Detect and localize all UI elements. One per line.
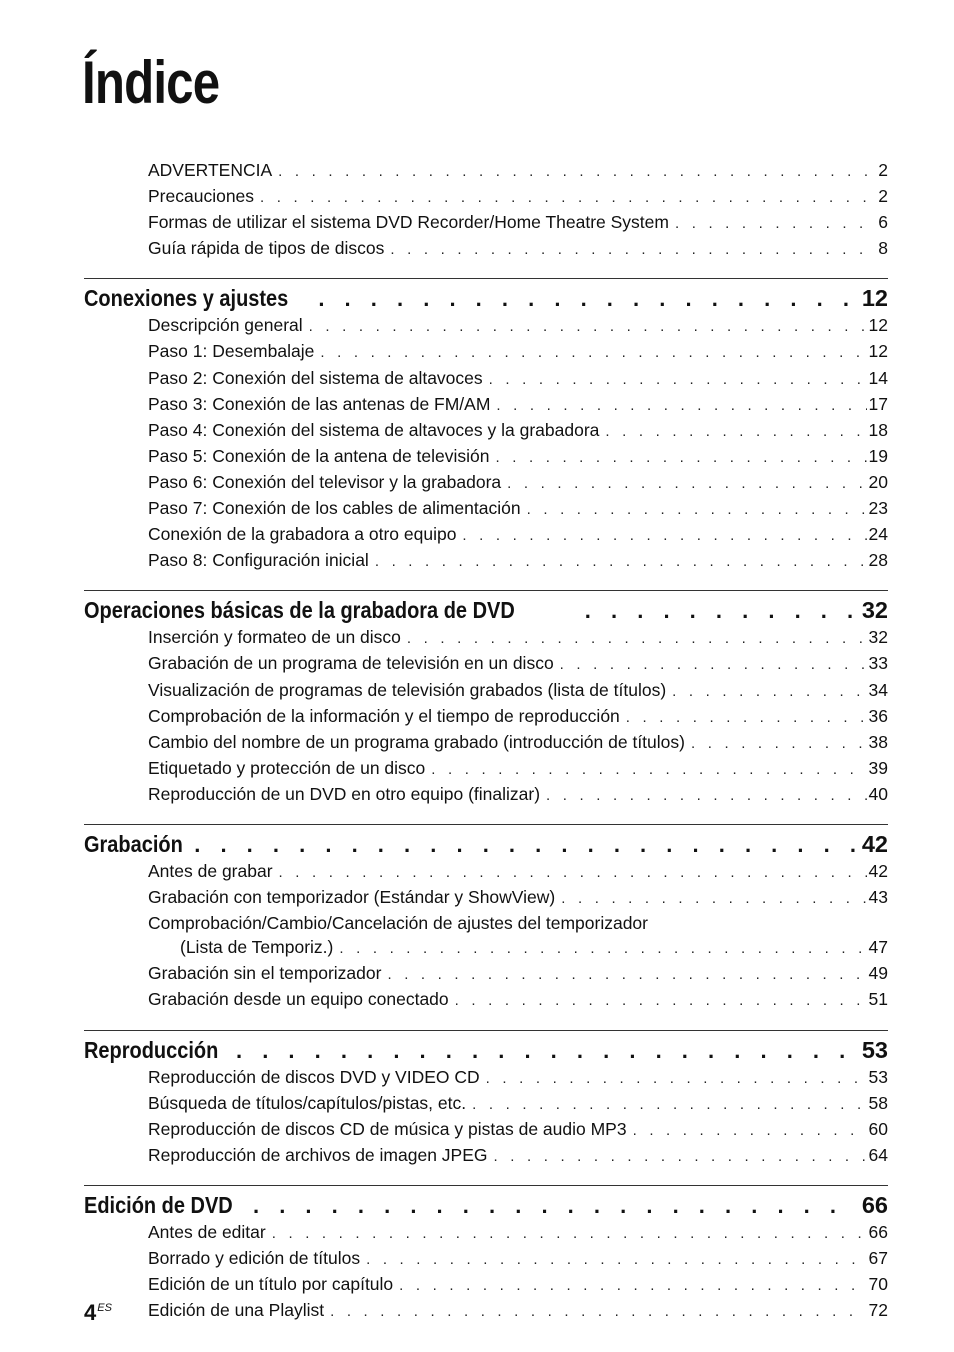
- language-code: ES: [97, 1302, 112, 1314]
- leader-dots: [309, 315, 867, 339]
- toc-entry-page: 60: [868, 1118, 888, 1139]
- toc-entry-label: Visualización de programas de televisión grabados (lista de títulos): [148, 679, 667, 700]
- section-title: Reproducción: [84, 1036, 219, 1063]
- leader-dots: [339, 937, 866, 961]
- toc-entry-label: Paso 3: Conexión de las antenas de FM/AM: [148, 393, 491, 414]
- leader-dots: [455, 989, 867, 1013]
- toc-entry[interactable]: [148, 678, 888, 704]
- leader-dots: [399, 1274, 866, 1298]
- toc-entry[interactable]: [148, 730, 888, 756]
- toc-entry-page: 6: [878, 212, 888, 233]
- toc-entry-page: 18: [868, 419, 888, 440]
- toc-entry-label: Paso 4: Conexión del sistema de altavoces y la grabadora: [148, 419, 600, 440]
- toc-entry-page: 49: [868, 963, 888, 984]
- toc-entry-page: 24: [868, 524, 888, 545]
- toc-entry-page: 28: [868, 550, 888, 571]
- page-number-value: 4: [84, 1300, 97, 1325]
- toc-entry[interactable]: [148, 987, 888, 1013]
- leader-dots: [626, 706, 867, 730]
- toc-entry-page: 40: [868, 783, 888, 804]
- toc-entry[interactable]: [148, 313, 888, 339]
- toc-entry[interactable]: [148, 1220, 888, 1246]
- toc-entry-label: Comprobación/Cambio/Cancelación de ajustes del temporizador: [148, 913, 648, 934]
- toc-entry[interactable]: [148, 704, 888, 730]
- leader-dots: [330, 1300, 866, 1324]
- leader-dots: [278, 160, 876, 184]
- leader-dots: [527, 498, 867, 522]
- section-heading[interactable]: [84, 829, 888, 859]
- toc-entry[interactable]: [148, 236, 888, 262]
- toc-entry-label: Borrado y edición de títulos: [148, 1248, 361, 1268]
- leader-dots: [260, 186, 876, 210]
- toc-entry-page: 34: [868, 679, 888, 700]
- toc-entry[interactable]: [148, 1298, 888, 1324]
- toc-entry-page: 66: [868, 1221, 888, 1242]
- leader-dots: [672, 680, 866, 704]
- section-heading[interactable]: [84, 283, 888, 313]
- toc-entry[interactable]: [148, 756, 888, 782]
- leader-dots: [675, 212, 876, 236]
- leader-dots: [272, 1222, 867, 1246]
- toc-entry-label: Comprobación de la información y el tiempo de reproducción: [148, 705, 620, 726]
- toc-entry-page: 23: [868, 498, 888, 519]
- section-title: Operaciones básicas de la grabadora de DVD: [84, 597, 515, 624]
- toc-entry-label: Grabación sin el temporizador: [148, 963, 382, 984]
- toc-entry-label: Guía rápida de tipos de discos: [148, 238, 385, 259]
- toc-entry-label: Reproducción de un DVD en otro equipo (finalizar): [148, 783, 541, 804]
- toc-entry-label: Conexión de la grabadora a otro equipo: [148, 524, 457, 545]
- leader-dots: [472, 1093, 866, 1117]
- toc-entry-label: Edición de una Playlist: [148, 1300, 325, 1321]
- toc-entry[interactable]: [148, 885, 888, 911]
- toc-entry-label: Inserción y formateo de un disco: [148, 627, 401, 648]
- toc-entry-label: Cambio del nombre de un programa grabado (introducción de títulos): [148, 731, 685, 752]
- toc-entry-page: 33: [868, 653, 888, 674]
- toc-entry[interactable]: [148, 1091, 888, 1117]
- toc-section-reproduccion: [84, 1030, 888, 1169]
- toc-entry[interactable]: [148, 859, 888, 885]
- toc-entry-label-continued: (Lista de Temporiz.): [180, 937, 334, 958]
- toc-entry-page: 36: [868, 705, 888, 726]
- toc-entry[interactable]: [148, 1272, 888, 1298]
- page-number: [84, 1300, 112, 1326]
- table-of-contents: [84, 158, 888, 1340]
- toc-entry-page: 67: [868, 1248, 888, 1268]
- section-heading[interactable]: [84, 1190, 888, 1220]
- leader-dots: [387, 963, 866, 987]
- toc-entry[interactable]: [148, 911, 888, 935]
- toc-entry-page: 19: [868, 445, 888, 466]
- toc-entry-label: Paso 8: Configuración inicial: [148, 550, 369, 571]
- toc-entry-label: Antes de editar: [148, 1221, 266, 1242]
- toc-entry[interactable]: [148, 210, 888, 236]
- leader-dots: [375, 550, 867, 574]
- leader-dots: [605, 420, 866, 444]
- leader-dots: [306, 284, 856, 314]
- leader-dots: [182, 830, 856, 860]
- toc-entry[interactable]: [148, 418, 888, 444]
- toc-entry-label: Paso 5: Conexión de la antena de televisión: [148, 445, 490, 466]
- section-page: 32: [861, 597, 888, 624]
- toc-entry-label: Antes de grabar: [148, 860, 273, 881]
- section-title: Grabación: [84, 830, 183, 857]
- page-title: Índice: [82, 49, 220, 116]
- section-title: Edición de DVD: [84, 1191, 233, 1218]
- toc-entry-page: 12: [868, 341, 888, 362]
- leader-dots: [431, 758, 866, 782]
- toc-section-conexiones: [84, 278, 888, 574]
- toc-entry[interactable]: [148, 496, 888, 522]
- leader-dots: [496, 446, 867, 470]
- section-title: Conexiones y ajustes: [84, 285, 289, 312]
- toc-entry-page: 32: [868, 627, 888, 648]
- toc-intro: [84, 158, 888, 262]
- toc-entry[interactable]: [148, 339, 888, 365]
- toc-entry-page: 70: [868, 1274, 888, 1295]
- toc-entry[interactable]: [148, 625, 888, 651]
- toc-entry-label: Grabación desde un equipo conectado: [148, 989, 449, 1010]
- toc-entry[interactable]: [148, 470, 888, 496]
- toc-entry-label: Reproducción de archivos de imagen JPEG: [148, 1144, 488, 1165]
- leader-dots: [560, 653, 867, 677]
- toc-entry-page: 64: [868, 1144, 888, 1165]
- toc-entry-label: Paso 2: Conexión del sistema de altavoces: [148, 367, 483, 388]
- toc-entry-page: 43: [868, 887, 888, 908]
- toc-entry-label: Grabación de un programa de televisión en un disco: [148, 653, 554, 674]
- toc-entry[interactable]: [148, 961, 888, 987]
- section-page: 42: [861, 830, 888, 857]
- toc-entry[interactable]: [148, 522, 888, 548]
- toc-entry-page: 51: [868, 989, 888, 1010]
- toc-entry[interactable]: [148, 1143, 888, 1169]
- section-page: 66: [861, 1191, 888, 1218]
- toc-entry-page: 53: [868, 1066, 888, 1087]
- leader-dots: [486, 1067, 867, 1091]
- toc-entry[interactable]: [148, 651, 888, 677]
- toc-section-grabacion: [84, 824, 888, 1014]
- leader-dots: [496, 394, 866, 418]
- leader-dots: [489, 368, 867, 392]
- toc-entry-label: Reproducción de discos CD de música y pistas de audio MP3: [148, 1118, 627, 1139]
- toc-entry-label: Reproducción de discos DVD y VIDEO CD: [148, 1066, 480, 1087]
- leader-dots: [241, 1191, 856, 1221]
- toc-entry-label: Edición de un título por capítulo: [148, 1274, 394, 1295]
- toc-entry[interactable]: [148, 1246, 888, 1272]
- toc-entry-page: 2: [878, 160, 888, 180]
- leader-dots: [633, 1119, 867, 1143]
- toc-section-operaciones: [84, 590, 888, 808]
- toc-entry-page: 47: [868, 937, 888, 958]
- toc-entry-page: 2: [878, 186, 888, 207]
- toc-entry-page: 8: [878, 238, 888, 259]
- toc-entry[interactable]: [148, 444, 888, 470]
- toc-entry-label: Paso 7: Conexión de los cables de alimentación: [148, 498, 521, 519]
- section-page: 12: [861, 285, 888, 312]
- section-heading[interactable]: [84, 595, 888, 625]
- toc-entry[interactable]: [148, 158, 888, 184]
- toc-entry-page: 58: [868, 1092, 888, 1113]
- toc-entry-label: Formas de utilizar el sistema DVD Recorder/Home Theatre System: [148, 212, 669, 233]
- toc-entry-page: 42: [868, 860, 888, 881]
- toc-entry-label: Grabación con temporizador (Estándar y ShowView): [148, 887, 556, 908]
- section-page: 53: [861, 1036, 888, 1063]
- leader-dots: [507, 472, 866, 496]
- toc-entry-continuation[interactable]: [148, 935, 888, 961]
- leader-dots: [366, 1248, 866, 1272]
- toc-entry-page: 39: [868, 757, 888, 778]
- leader-dots: [320, 341, 866, 365]
- toc-entry-page: 38: [868, 731, 888, 752]
- leader-dots: [462, 524, 866, 548]
- toc-entry[interactable]: [148, 1065, 888, 1091]
- toc-entry-label: Precauciones: [148, 186, 255, 207]
- toc-entry-page: 14: [868, 367, 888, 388]
- leader-dots: [279, 861, 867, 885]
- leader-dots: [224, 1036, 856, 1066]
- toc-entry-page: 17: [868, 393, 888, 414]
- leader-dots: [407, 627, 867, 651]
- toc-entry[interactable]: [148, 548, 888, 574]
- leader-dots: [494, 1145, 867, 1169]
- toc-entry-label: Etiquetado y protección de un disco: [148, 757, 426, 778]
- leader-dots: [390, 238, 876, 262]
- toc-entry-label: Búsqueda de títulos/capítulos/pistas, etc.: [148, 1092, 467, 1113]
- leader-dots: [546, 784, 867, 808]
- leader-dots: [561, 887, 866, 911]
- toc-entry[interactable]: [148, 184, 888, 210]
- toc-entry[interactable]: [148, 366, 888, 392]
- leader-dots: [691, 732, 867, 756]
- toc-entry-page: 72: [868, 1300, 888, 1321]
- toc-entry[interactable]: [148, 1117, 888, 1143]
- toc-entry[interactable]: [148, 782, 888, 808]
- toc-entry[interactable]: [148, 392, 888, 418]
- section-heading[interactable]: [84, 1035, 888, 1065]
- leader-dots: [573, 596, 856, 626]
- toc-entry-label: Paso 1: Desembalaje: [148, 341, 315, 362]
- toc-entry-page: 20: [868, 471, 888, 492]
- toc-entry-label: Descripción general: [148, 315, 303, 336]
- toc-entry-page: 12: [868, 315, 888, 336]
- toc-entry-label: Paso 6: Conexión del televisor y la grabadora: [148, 471, 502, 492]
- toc-section-edicion: [84, 1185, 888, 1324]
- toc-entry-label: ADVERTENCIA: [148, 160, 273, 180]
